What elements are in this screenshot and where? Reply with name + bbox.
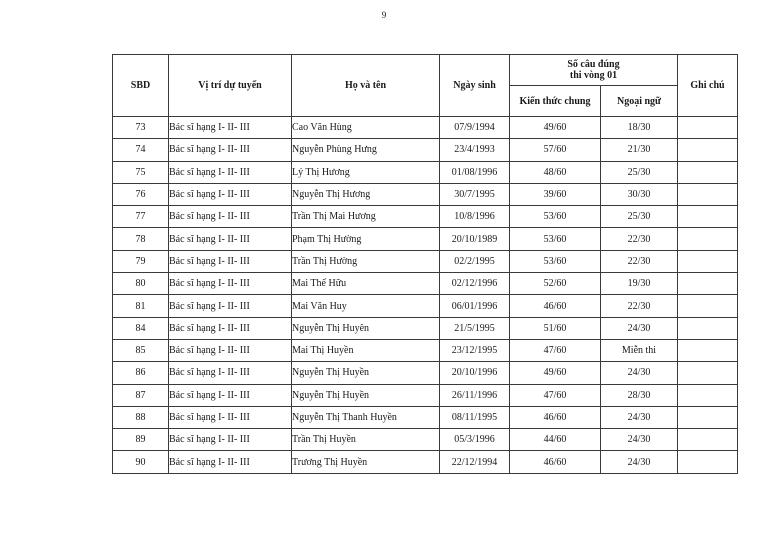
cell-foreign-language: 22/30 <box>601 228 678 250</box>
cell-general-knowledge: 57/60 <box>510 139 601 161</box>
cell-general-knowledge: 47/60 <box>510 384 601 406</box>
cell-general-knowledge: 46/60 <box>510 451 601 473</box>
cell-foreign-language: 30/30 <box>601 183 678 205</box>
cell-foreign-language: 19/30 <box>601 273 678 295</box>
cell-sbd: 87 <box>113 384 169 406</box>
cell-sbd: 75 <box>113 161 169 183</box>
cell-sbd: 76 <box>113 183 169 205</box>
cell-name: Nguyễn Phùng Hưng <box>292 139 440 161</box>
cell-name: Nguyễn Thị Thanh Huyền <box>292 406 440 428</box>
cell-dob: 23/4/1993 <box>440 139 510 161</box>
cell-position: Bác sĩ hạng I- II- III <box>169 117 292 139</box>
header-name: Họ và tên <box>292 55 440 117</box>
cell-general-knowledge: 53/60 <box>510 250 601 272</box>
table-row <box>113 206 738 228</box>
cell-note <box>678 117 738 139</box>
cell-sbd: 73 <box>113 117 169 139</box>
cell-general-knowledge: 53/60 <box>510 206 601 228</box>
cell-dob: 30/7/1995 <box>440 183 510 205</box>
cell-name: Nguyễn Thị Hương <box>292 183 440 205</box>
cell-position: Bác sĩ hạng I- II- III <box>169 384 292 406</box>
cell-name: Phạm Thị Hường <box>292 228 440 250</box>
cell-note <box>678 139 738 161</box>
cell-name: Mai Thị Huyền <box>292 339 440 361</box>
cell-note <box>678 250 738 272</box>
cell-sbd: 81 <box>113 295 169 317</box>
table-header <box>113 55 738 117</box>
cell-position: Bác sĩ hạng I- II- III <box>169 295 292 317</box>
table-row <box>113 406 738 428</box>
cell-note <box>678 161 738 183</box>
cell-position: Bác sĩ hạng I- II- III <box>169 250 292 272</box>
cell-note <box>678 206 738 228</box>
cell-name: Mai Thế Hữu <box>292 273 440 295</box>
cell-dob: 01/08/1996 <box>440 161 510 183</box>
table-row <box>113 429 738 451</box>
cell-general-knowledge: 51/60 <box>510 317 601 339</box>
cell-position: Bác sĩ hạng I- II- III <box>169 451 292 473</box>
cell-name: Cao Văn Hùng <box>292 117 440 139</box>
table-row <box>113 117 738 139</box>
cell-position: Bác sĩ hạng I- II- III <box>169 429 292 451</box>
cell-name: Mai Văn Huy <box>292 295 440 317</box>
cell-foreign-language: 21/30 <box>601 139 678 161</box>
cell-sbd: 79 <box>113 250 169 272</box>
header-correct-group-line1: Số câu đúng <box>567 59 620 70</box>
table-row <box>113 228 738 250</box>
cell-general-knowledge: 46/60 <box>510 406 601 428</box>
cell-general-knowledge: 53/60 <box>510 228 601 250</box>
cell-name: Nguyễn Thị Huyền <box>292 362 440 384</box>
table-row <box>113 250 738 272</box>
table-row <box>113 317 738 339</box>
cell-name: Nguyễn Thị Huyền <box>292 384 440 406</box>
cell-note <box>678 429 738 451</box>
cell-dob: 10/8/1996 <box>440 206 510 228</box>
cell-foreign-language: Miễn thi <box>601 339 678 361</box>
cell-dob: 23/12/1995 <box>440 339 510 361</box>
header-general-knowledge: Kiến thức chung <box>510 86 601 117</box>
cell-general-knowledge: 44/60 <box>510 429 601 451</box>
cell-note <box>678 384 738 406</box>
cell-general-knowledge: 48/60 <box>510 161 601 183</box>
page-number: 9 <box>381 10 387 20</box>
cell-note <box>678 228 738 250</box>
cell-general-knowledge: 47/60 <box>510 339 601 361</box>
cell-sbd: 85 <box>113 339 169 361</box>
table-row <box>113 183 738 205</box>
cell-foreign-language: 24/30 <box>601 362 678 384</box>
cell-foreign-language: 25/30 <box>601 206 678 228</box>
cell-position: Bác sĩ hạng I- II- III <box>169 273 292 295</box>
cell-note <box>678 295 738 317</box>
cell-general-knowledge: 39/60 <box>510 183 601 205</box>
cell-dob: 20/10/1989 <box>440 228 510 250</box>
table-row <box>113 273 738 295</box>
cell-position: Bác sĩ hạng I- II- III <box>169 206 292 228</box>
cell-foreign-language: 22/30 <box>601 295 678 317</box>
cell-foreign-language: 24/30 <box>601 406 678 428</box>
cell-dob: 21/5/1995 <box>440 317 510 339</box>
cell-sbd: 88 <box>113 406 169 428</box>
cell-dob: 20/10/1996 <box>440 362 510 384</box>
table-row <box>113 384 738 406</box>
cell-name: Nguyễn Thị Huyên <box>292 317 440 339</box>
table-row <box>113 295 738 317</box>
table-row <box>113 161 738 183</box>
cell-name: Lý Thị Hương <box>292 161 440 183</box>
cell-position: Bác sĩ hạng I- II- III <box>169 161 292 183</box>
results-table <box>112 54 738 474</box>
header-sbd: SBD <box>113 55 169 117</box>
cell-dob: 26/11/1996 <box>440 384 510 406</box>
cell-note <box>678 183 738 205</box>
cell-sbd: 84 <box>113 317 169 339</box>
cell-sbd: 78 <box>113 228 169 250</box>
cell-foreign-language: 28/30 <box>601 384 678 406</box>
cell-position: Bác sĩ hạng I- II- III <box>169 139 292 161</box>
cell-general-knowledge: 46/60 <box>510 295 601 317</box>
cell-note <box>678 317 738 339</box>
table-row <box>113 451 738 473</box>
cell-sbd: 80 <box>113 273 169 295</box>
cell-general-knowledge: 49/60 <box>510 362 601 384</box>
table-row <box>113 139 738 161</box>
cell-note <box>678 362 738 384</box>
cell-note <box>678 339 738 361</box>
cell-foreign-language: 25/30 <box>601 161 678 183</box>
header-position: Vị trí dự tuyển <box>169 55 292 117</box>
table-row <box>113 339 738 361</box>
table-row <box>113 362 738 384</box>
cell-foreign-language: 24/30 <box>601 317 678 339</box>
table-body <box>113 117 738 474</box>
cell-name: Trần Thị Hường <box>292 250 440 272</box>
header-dob: Ngày sinh <box>440 55 510 117</box>
cell-dob: 02/2/1995 <box>440 250 510 272</box>
cell-dob: 06/01/1996 <box>440 295 510 317</box>
cell-position: Bác sĩ hạng I- II- III <box>169 317 292 339</box>
cell-dob: 02/12/1996 <box>440 273 510 295</box>
cell-sbd: 74 <box>113 139 169 161</box>
cell-foreign-language: 24/30 <box>601 429 678 451</box>
cell-note <box>678 406 738 428</box>
cell-dob: 08/11/1995 <box>440 406 510 428</box>
cell-general-knowledge: 49/60 <box>510 117 601 139</box>
cell-dob: 22/12/1994 <box>440 451 510 473</box>
cell-foreign-language: 22/30 <box>601 250 678 272</box>
cell-position: Bác sĩ hạng I- II- III <box>169 339 292 361</box>
header-foreign-language: Ngoại ngữ <box>601 86 678 117</box>
cell-position: Bác sĩ hạng I- II- III <box>169 183 292 205</box>
cell-name: Trương Thị Huyền <box>292 451 440 473</box>
cell-sbd: 90 <box>113 451 169 473</box>
header-notes: Ghi chú <box>678 55 738 117</box>
cell-position: Bác sĩ hạng I- II- III <box>169 362 292 384</box>
header-correct-group <box>510 55 678 86</box>
cell-name: Trần Thị Huyền <box>292 429 440 451</box>
header-correct-group-line2: thi vòng 01 <box>569 70 618 81</box>
cell-note <box>678 451 738 473</box>
cell-foreign-language: 24/30 <box>601 451 678 473</box>
cell-general-knowledge: 52/60 <box>510 273 601 295</box>
cell-dob: 05/3/1996 <box>440 429 510 451</box>
cell-dob: 07/9/1994 <box>440 117 510 139</box>
cell-note <box>678 273 738 295</box>
cell-foreign-language: 18/30 <box>601 117 678 139</box>
cell-position: Bác sĩ hạng I- II- III <box>169 406 292 428</box>
cell-sbd: 86 <box>113 362 169 384</box>
cell-sbd: 89 <box>113 429 169 451</box>
cell-sbd: 77 <box>113 206 169 228</box>
cell-position: Bác sĩ hạng I- II- III <box>169 228 292 250</box>
cell-name: Trần Thị Mai Hương <box>292 206 440 228</box>
